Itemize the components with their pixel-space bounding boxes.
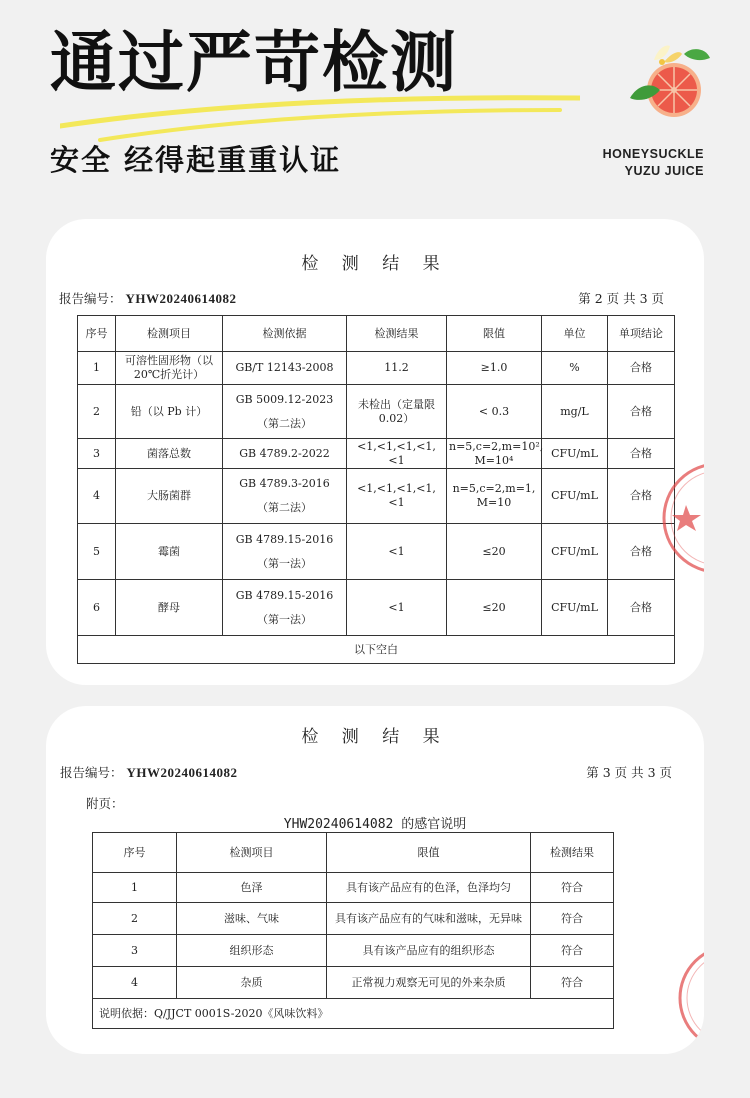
table-row xyxy=(78,385,675,439)
honeysuckle-grapefruit-logo xyxy=(624,40,716,122)
cell-item: 可溶性固形物（以 20℃折光计） xyxy=(116,352,223,385)
table-row xyxy=(78,352,675,385)
col-header: 限值 xyxy=(447,316,542,352)
report-number-label: 报告编号： xyxy=(59,291,122,306)
cell-result: <1 xyxy=(347,580,447,636)
cell-limit: n=5,c=2,m=1, M=10 xyxy=(447,469,542,524)
cell-basis: GB 4789.2-2022 xyxy=(223,439,347,469)
basis-standard: GB 4789.3-2016 xyxy=(239,477,330,491)
cell-limit: 具有该产品应有的气味和滋味，无异味 xyxy=(327,903,531,935)
table-row xyxy=(93,903,614,935)
cell-result: 符合 xyxy=(531,935,614,967)
page-info: 第 3 页 共 3 页 xyxy=(586,765,672,780)
basis-standard: GB 4789.15-2016 xyxy=(235,588,334,602)
cell-unit: CFU/mL xyxy=(542,580,608,636)
cell-item: 杂质 xyxy=(177,967,327,999)
cell-conclusion: 合格 xyxy=(608,439,675,469)
cell-no: 6 xyxy=(78,580,116,636)
cell-no: 2 xyxy=(93,903,177,935)
cell-no: 3 xyxy=(93,935,177,967)
col-header: 单位 xyxy=(542,316,608,352)
cell-basis xyxy=(223,524,347,580)
cell-limit: 具有该产品应有的色泽，色泽均匀 xyxy=(327,873,531,903)
cell-basis xyxy=(223,469,347,524)
basis-method: （第二法） xyxy=(257,501,312,514)
cell-item: 菌落总数 xyxy=(116,439,223,469)
cell-item: 色泽 xyxy=(177,873,327,903)
cell-basis: GB/T 12143-2008 xyxy=(223,352,347,385)
basis-method: （第一法） xyxy=(257,612,312,626)
sensory-evaluation-table xyxy=(92,832,614,1029)
cell-conclusion: 合格 xyxy=(608,352,675,385)
report-title: 检 测 结 果 xyxy=(301,727,449,747)
cell-conclusion: 合格 xyxy=(608,524,675,580)
cell-unit: % xyxy=(542,352,608,385)
basis-method: （第二法） xyxy=(257,416,312,430)
report-number-value: YHW20240614082 xyxy=(126,765,238,780)
page-subtitle: 安全 经得起重重认证 xyxy=(50,143,342,177)
table-header-row xyxy=(93,833,614,873)
table-row xyxy=(93,967,614,999)
cell-limit: n=5,c=2,m=10², M=10⁴ xyxy=(447,439,542,469)
brand-name-line1: HONEYSUCKLE xyxy=(602,147,704,161)
cell-result: 未检出（定量限 0.02） xyxy=(347,385,447,439)
cell-limit: 正常视力观察无可见的外来杂质 xyxy=(327,967,531,999)
test-results-table xyxy=(77,315,675,664)
report-title: 检 测 结 果 xyxy=(301,254,449,274)
red-seal-stamp xyxy=(656,453,704,583)
col-header: 检测项目 xyxy=(116,316,223,352)
cell-unit: CFU/mL xyxy=(542,524,608,580)
cell-result: 符合 xyxy=(531,967,614,999)
cell-conclusion: 合格 xyxy=(608,580,675,636)
cell-result: 符合 xyxy=(531,873,614,903)
cell-no: 2 xyxy=(78,385,116,439)
basis-standard: GB 5009.12-2023 xyxy=(235,392,334,406)
cell-limit: < 0.3 xyxy=(447,385,542,439)
page-info: 第 2 页 共 3 页 xyxy=(578,291,664,306)
cell-result: 11.2 xyxy=(347,352,447,385)
basis-method: （第一法） xyxy=(257,556,312,570)
table-header-row xyxy=(78,316,675,352)
brand-name-line2: YUZU JUICE xyxy=(624,164,704,178)
cell-item: 霉菌 xyxy=(116,524,223,580)
cell-no: 3 xyxy=(78,439,116,469)
cell-no: 4 xyxy=(78,469,116,524)
test-report-page2 xyxy=(46,219,704,685)
cell-basis xyxy=(223,580,347,636)
cell-conclusion: 合格 xyxy=(608,385,675,439)
table-footer-row xyxy=(93,999,614,1029)
cell-limit: ≥1.0 xyxy=(447,352,542,385)
table-footer-note: 以下空白 xyxy=(78,636,675,664)
col-header: 检测结果 xyxy=(531,833,614,873)
col-header: 单项结论 xyxy=(608,316,675,352)
basis-note: 说明依据：Q/JJCT 0001S-2020《风味饮料》 xyxy=(93,999,614,1029)
cell-basis xyxy=(223,385,347,439)
col-header: 检测项目 xyxy=(177,833,327,873)
cell-unit: mg/L xyxy=(542,385,608,439)
table-row xyxy=(78,469,675,524)
table-row xyxy=(78,439,675,469)
cell-no: 1 xyxy=(78,352,116,385)
cell-item: 滋味、气味 xyxy=(177,903,327,935)
col-header: 限值 xyxy=(327,833,531,873)
cell-no: 5 xyxy=(78,524,116,580)
cell-unit: CFU/mL xyxy=(542,469,608,524)
col-header: 检测依据 xyxy=(223,316,347,352)
cell-result: <1 xyxy=(347,524,447,580)
red-seal-stamp xyxy=(674,946,704,1046)
table-row xyxy=(78,580,675,636)
table-row xyxy=(93,873,614,903)
cell-item: 酵母 xyxy=(116,580,223,636)
col-header: 序号 xyxy=(78,316,116,352)
col-header: 检测结果 xyxy=(347,316,447,352)
cell-result: 符合 xyxy=(531,903,614,935)
table-row xyxy=(93,935,614,967)
cell-item: 铅（以 Pb 计） xyxy=(116,385,223,439)
cell-result: <1,<1,<1,<1,<1 xyxy=(347,439,447,469)
report-number xyxy=(59,289,237,307)
report-number xyxy=(60,763,238,781)
cell-limit: ≤20 xyxy=(447,580,542,636)
appendix-label: 附页： xyxy=(86,796,124,811)
appendix-table-title: YHW20240614082 的感官说明 xyxy=(283,817,467,832)
report-number-value: YHW20240614082 xyxy=(125,291,237,306)
cell-item: 大肠菌群 xyxy=(116,469,223,524)
col-header: 序号 xyxy=(93,833,177,873)
cell-item: 组织形态 xyxy=(177,935,327,967)
cell-no: 4 xyxy=(93,967,177,999)
cell-conclusion: 合格 xyxy=(608,469,675,524)
cell-limit: 具有该产品应有的组织形态 xyxy=(327,935,531,967)
table-footer-row xyxy=(78,636,675,664)
test-report-page3 xyxy=(46,706,704,1054)
cell-no: 1 xyxy=(93,873,177,903)
cell-limit: ≤20 xyxy=(447,524,542,580)
table-row xyxy=(78,524,675,580)
cell-unit: CFU/mL xyxy=(542,439,608,469)
report-number-label: 报告编号： xyxy=(60,765,123,780)
cell-result: <1,<1,<1,<1,<1 xyxy=(347,469,447,524)
page-title: 通过严苛检测 xyxy=(50,24,458,101)
basis-standard: GB 4789.15-2016 xyxy=(235,532,334,546)
